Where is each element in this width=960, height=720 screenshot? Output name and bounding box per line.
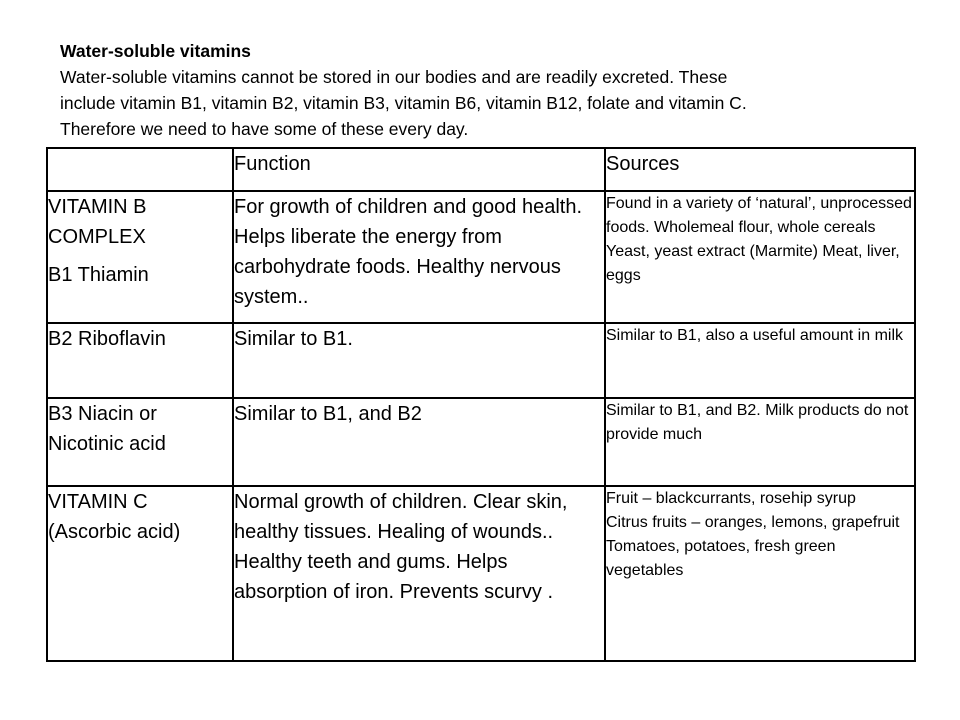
function-cell: Normal growth of children. Clear skin, healthy tissues. Healing of wounds.. Healthy teeth and gums. Helps absorption of iron. Prevents scurvy . bbox=[233, 486, 605, 661]
vitamin-name-cell bbox=[47, 486, 233, 661]
intro-heading: Water-soluble vitamins bbox=[60, 41, 251, 61]
function-cell: Similar to B1. bbox=[233, 323, 605, 398]
vitamin-name-line: B2 Riboflavin bbox=[48, 328, 166, 350]
vitamin-name-cell bbox=[47, 398, 233, 486]
intro-paragraph-line: Therefore we need to have some of these every day. bbox=[60, 119, 469, 139]
sources-cell bbox=[605, 486, 915, 661]
sources-cell: Similar to B1, also a useful amount in milk bbox=[605, 323, 915, 398]
sources-cell: Found in a variety of ‘natural’, unprocessed foods. Wholemeal flour, whole cereals Yeast, yeast extract (Marmite) Meat, liver, eggs bbox=[605, 191, 915, 323]
vitamin-name-line: VITAMIN C bbox=[48, 491, 148, 513]
intro-paragraph-line: Water-soluble vitamins cannot be stored in our bodies and are readily excreted. These bbox=[60, 67, 728, 87]
sources-line: Fruit – blackcurrants, rosehip syrup bbox=[606, 490, 856, 507]
function-cell: For growth of children and good health. Helps liberate the energy from carbohydrate foods. Healthy nervous system.. bbox=[233, 191, 605, 323]
sources-line: Citrus fruits – oranges, lemons, grapefruit bbox=[606, 514, 900, 531]
table-row bbox=[47, 191, 915, 323]
intro-paragraph-line: include vitamin B1, vitamin B2, vitamin B3, vitamin B6, vitamin B12, folate and vitamin C. bbox=[60, 93, 747, 113]
vitamin-name-cell bbox=[47, 323, 233, 398]
vitamin-name-line: (Ascorbic acid) bbox=[48, 521, 181, 543]
header-cell-function: Function bbox=[233, 148, 605, 191]
sources-cell: Similar to B1, and B2. Milk products do not provide much bbox=[605, 398, 915, 486]
sources-line: Tomatoes, potatoes, fresh green vegetables bbox=[606, 538, 836, 579]
vitamin-name-cell bbox=[47, 191, 233, 323]
function-cell: Similar to B1, and B2 bbox=[233, 398, 605, 486]
vitamin-name-line: Nicotinic acid bbox=[48, 433, 166, 455]
table-row bbox=[47, 323, 915, 398]
vitamin-name-line: B3 Niacin or bbox=[48, 403, 157, 425]
vitamin-name-line: VITAMIN B bbox=[48, 196, 147, 218]
table-header-row bbox=[47, 148, 915, 191]
table-row bbox=[47, 486, 915, 661]
vitamins-table bbox=[46, 147, 916, 662]
header-cell-sources: Sources bbox=[605, 148, 915, 191]
intro-block bbox=[60, 38, 920, 142]
table-row bbox=[47, 398, 915, 486]
vitamin-subname: B1 Thiamin bbox=[48, 264, 149, 286]
vitamin-name-line: COMPLEX bbox=[48, 226, 146, 248]
header-cell-empty bbox=[47, 148, 233, 191]
